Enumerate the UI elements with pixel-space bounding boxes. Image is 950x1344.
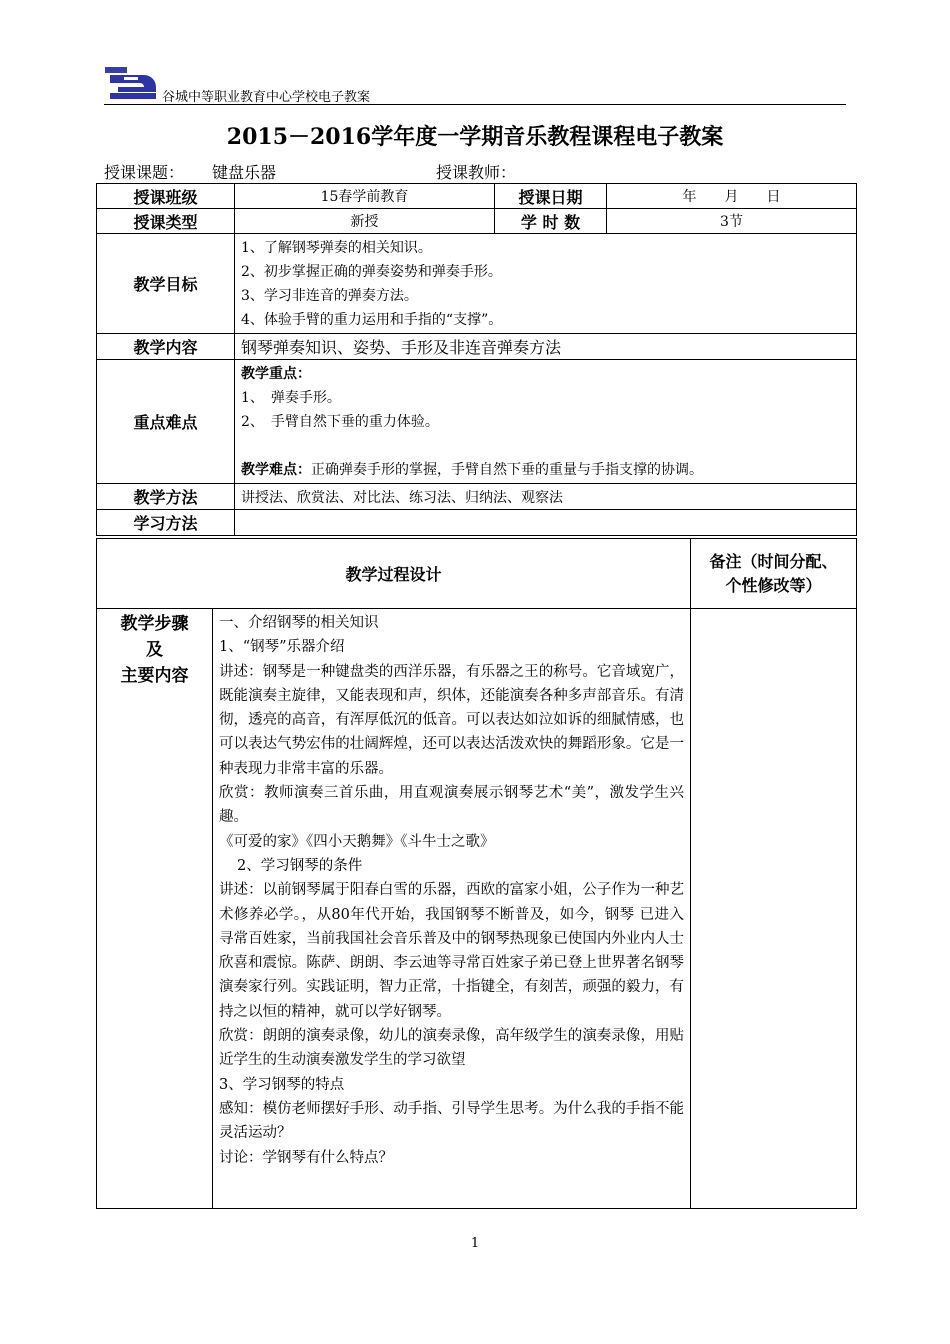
topic-label: 授课课题： [104,163,185,182]
type-value: 新授 [235,209,495,234]
subsection-heading: 3、学习钢琴的特点 [219,1076,345,1093]
goal-item: 4、体验手臂的重力运用和手指的“支撑”。 [241,311,503,328]
class-label: 授课班级 [97,184,235,209]
key-label: 重点难点 [97,360,235,484]
paragraph: 《可爱的家》《四小天鹅舞》《斗牛士之歌》 [219,833,495,850]
school-name: 谷城中等职业教育中心学校电子教案 [162,90,371,105]
process-content [213,609,691,1209]
difficulty-text: 正确弹奏手形的掌握，手臂自然下垂的重量与手指支撑的协调。 [311,461,703,478]
hours-label: 学 时 数 [495,209,607,234]
paragraph: 欣赏：朗朗的演奏录像，幼儿的演奏录像，高年级学生的演奏录像，用贴近学生的生动演奏激发学生的学习欲望 [219,1028,685,1069]
date-label: 授课日期 [495,184,607,209]
study-label: 学习方法 [97,510,235,536]
school-logo-icon [104,66,158,100]
teacher-label: 授课教师： [436,163,517,182]
goal-item: 1、了解钢琴弹奏的相关知识。 [241,239,432,256]
content-value: 钢琴弹奏知识、姿势、手形及非连音弹奏方法 [235,334,857,360]
class-value: 15春学前教育 [235,184,495,209]
goals-list [235,234,857,334]
steps-label: 教学步骤 及 主要内容 [97,609,213,1209]
lesson-info-table [96,183,857,536]
subsection-heading: 2、学习钢琴的条件 [237,857,363,874]
page-header [104,64,846,105]
method-value: 讲授法、欣赏法、对比法、练习法、归纳法、观察法 [235,484,857,510]
paragraph: 讲述：钢琴是一种键盘类的西洋乐器，有乐器之王的称号。它音域宽广，既能演奏主旋律，又能表现和声，织体，还能演奏各种多声部音乐。有清彻，透亮的高音，有浑厚低沉的低音。可以表达如泣如诉的细腻情感，也可以表达气势宏伟的壮阔辉煌，还可以表达活泼欢快的舞蹈形象。它是一种表现力非常丰富的乐器。 [219,663,685,777]
page-number: 1 [470,1236,480,1251]
paragraph: 讲述：以前钢琴属于阳春白雪的乐器，西欧的富家小姐，公子作为一种艺术修养必学。，从80年代开始，我国钢琴不断普及，如今，钢琴 已进入寻常百姓家，当前我国社会音乐普及中的钢琴热现象已使国内外业内人士欣喜和震惊。陈萨、朗朗、李云迪等寻常百姓家子弟已登上世界著名钢琴演奏家行列。实践证明，智力正常，十指键全，有刻苦，顽强的毅力，有持之以恒的精神，就可以学好钢琴。 [219,882,685,1020]
key-focus-title: 教学重点： [241,365,311,382]
key-cell [235,360,857,484]
paragraph: 感知：模仿老师摆好手形、动手指、引导学生思考。为什么我的手指不能灵活运动？ [219,1100,685,1142]
page-title: 2015－2016学年度一学期音乐教程课程电子教案 [226,124,724,150]
paragraph: 讨论：学钢琴有什么特点？ [219,1149,393,1166]
hours-value: 3节 [607,209,857,234]
paragraph: 欣赏：教师演奏三首乐曲，用直观演奏展示钢琴艺术“美”，激发学生兴趣。 [219,785,685,826]
goal-item: 2、初步掌握正确的弹奏姿势和弹奏手形。 [241,263,502,280]
study-value [235,510,857,536]
topic-value: 键盘乐器 [212,163,277,182]
content-label: 教学内容 [97,334,235,360]
subsection-heading: 1、“钢琴”乐器介绍 [219,639,345,656]
date-value: 年 月 日 [607,184,857,209]
method-label: 教学方法 [97,484,235,510]
notes-cell [691,609,857,1209]
notes-label: 备注（时间分配、 个性修改等） [691,539,857,609]
key-point: 1、 弹奏手形。 [241,389,341,406]
key-point: 2、 手臂自然下垂的重力体验。 [241,413,439,430]
section-heading: 一、介绍钢琴的相关知识 [219,615,379,631]
goals-label: 教学目标 [97,234,235,334]
process-table [96,538,857,1209]
type-label: 授课类型 [97,209,235,234]
design-label: 教学过程设计 [97,539,691,609]
goal-item: 3、学习非连音的弹奏方法。 [241,287,418,304]
difficulty-title: 教学难点： [241,461,311,478]
